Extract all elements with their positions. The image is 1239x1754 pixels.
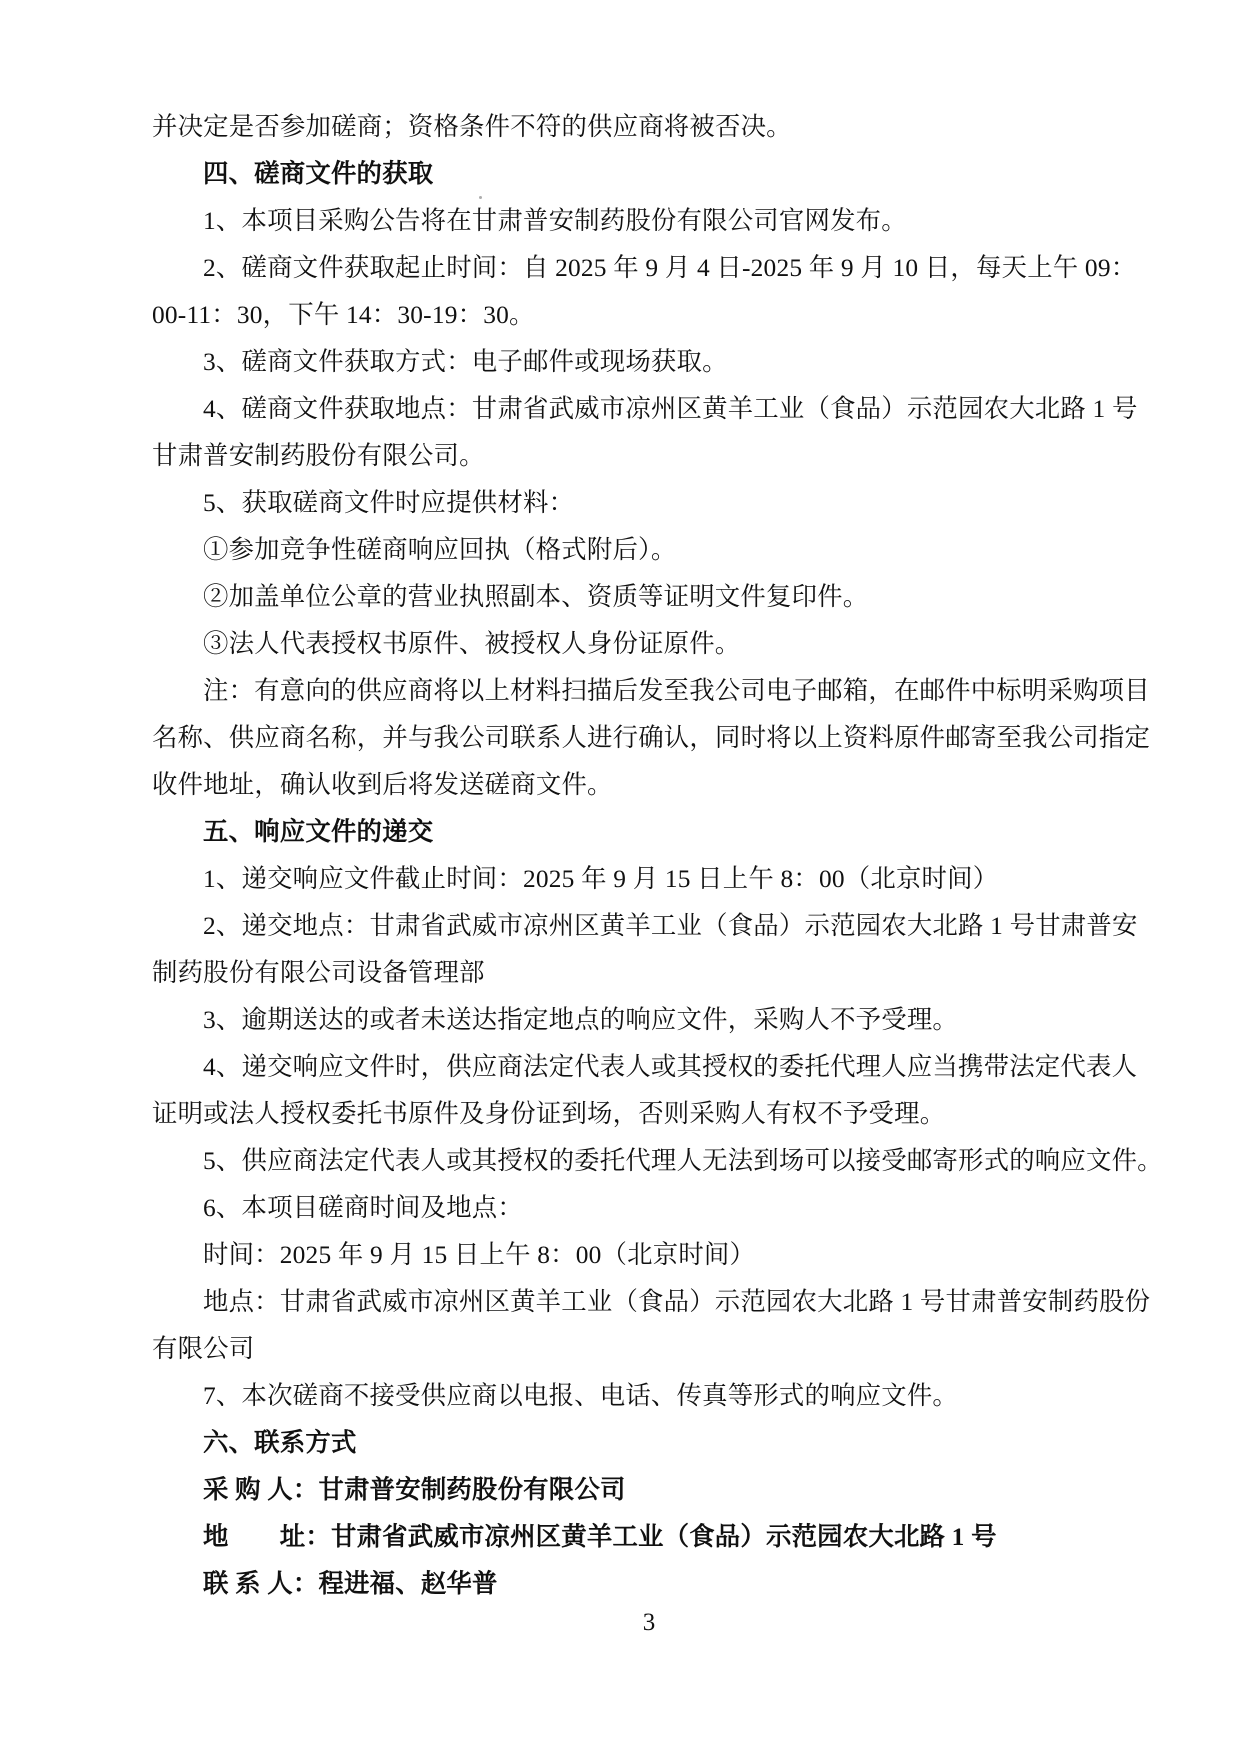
document-line: 地 址：甘肃省武威市凉州区黄羊工业（食品）示范园农大北路 1 号 (203, 1523, 997, 1551)
document-line: 并决定是否参加磋商；资格条件不符的供应商将被否决。 (152, 113, 792, 141)
document-line: 注：有意向的供应商将以上材料扫描后发至我公司电子邮箱，在邮件中标明采购项目 (203, 677, 1150, 705)
document-line: 名称、供应商名称，并与我公司联系人进行确认，同时将以上资料原件邮寄至我公司指定 (152, 724, 1151, 752)
document-body (152, 104, 1163, 1608)
document-line: 3、逾期送达的或者未送达指定地点的响应文件，采购人不予受理。 (203, 1006, 959, 1034)
document-line: 4、磋商文件获取地点：甘肃省武威市凉州区黄羊工业（食品）示范园农大北路 1 号 (203, 395, 1138, 423)
document-line: 4、递交响应文件时，供应商法定代表人或其授权的委托代理人应当携带法定代表人 (203, 1053, 1138, 1081)
document-line: 制药股份有限公司设备管理部 (152, 959, 485, 987)
document-line: 5、获取磋商文件时应提供材料： (203, 489, 575, 517)
document-line: ③法人代表授权书原件、被授权人身份证原件。 (203, 630, 741, 658)
document-line: 2、磋商文件获取起止时间：自 2025 年 9 月 4 日-2025 年 9 月 10 日，每天上午 09： (203, 254, 1137, 282)
document-line: 采 购 人：甘肃普安制药股份有限公司 (203, 1476, 626, 1504)
document-line: 证明或法人授权委托书原件及身份证到场，否则采购人有权不予受理。 (152, 1100, 946, 1128)
section-heading: 六、联系方式 (203, 1429, 357, 1457)
section-heading: 四、磋商文件的获取 (203, 160, 434, 188)
document-line: 1、本项目采购公告将在甘肃普安制药股份有限公司官网发布。 (203, 207, 907, 235)
document-line: ②加盖单位公章的营业执照副本、资质等证明文件复印件。 (203, 583, 869, 611)
document-line: 5、供应商法定代表人或其授权的委托代理人无法到场可以接受邮寄形式的响应文件。 (203, 1147, 1163, 1175)
document-line: 1、递交响应文件截止时间：2025 年 9 月 15 日上午 8：00（北京时间） (203, 865, 999, 893)
section-heading: 五、响应文件的递交 (203, 818, 434, 846)
document-line: 联 系 人：程进福、赵华普 (203, 1570, 498, 1598)
document-line: 有限公司 (152, 1335, 255, 1363)
document-line: 2、递交地点：甘肃省武威市凉州区黄羊工业（食品）示范园农大北路 1 号甘肃普安 (203, 912, 1138, 940)
document-line: 收件地址，确认收到后将发送磋商文件。 (152, 771, 613, 799)
document-line: 00-11：30，下午 14：30-19：30。 (152, 301, 535, 329)
document-line: 甘肃普安制药股份有限公司。 (152, 442, 485, 470)
document-line: 时间：2025 年 9 月 15 日上午 8：00（北京时间） (203, 1241, 756, 1269)
document-line: 7、本次磋商不接受供应商以电报、电话、传真等形式的响应文件。 (203, 1382, 959, 1410)
document-line: 地点：甘肃省武威市凉州区黄羊工业（食品）示范园农大北路 1 号甘肃普安制药股份 (203, 1288, 1151, 1316)
document-line: 6、本项目磋商时间及地点： (203, 1194, 523, 1222)
page-number: 3 (642, 1609, 656, 1636)
document-line: ①参加竞争性磋商响应回执（格式附后）。 (203, 536, 677, 564)
scan-speck (479, 196, 482, 199)
document-line: 3、磋商文件获取方式：电子邮件或现场获取。 (203, 348, 728, 376)
